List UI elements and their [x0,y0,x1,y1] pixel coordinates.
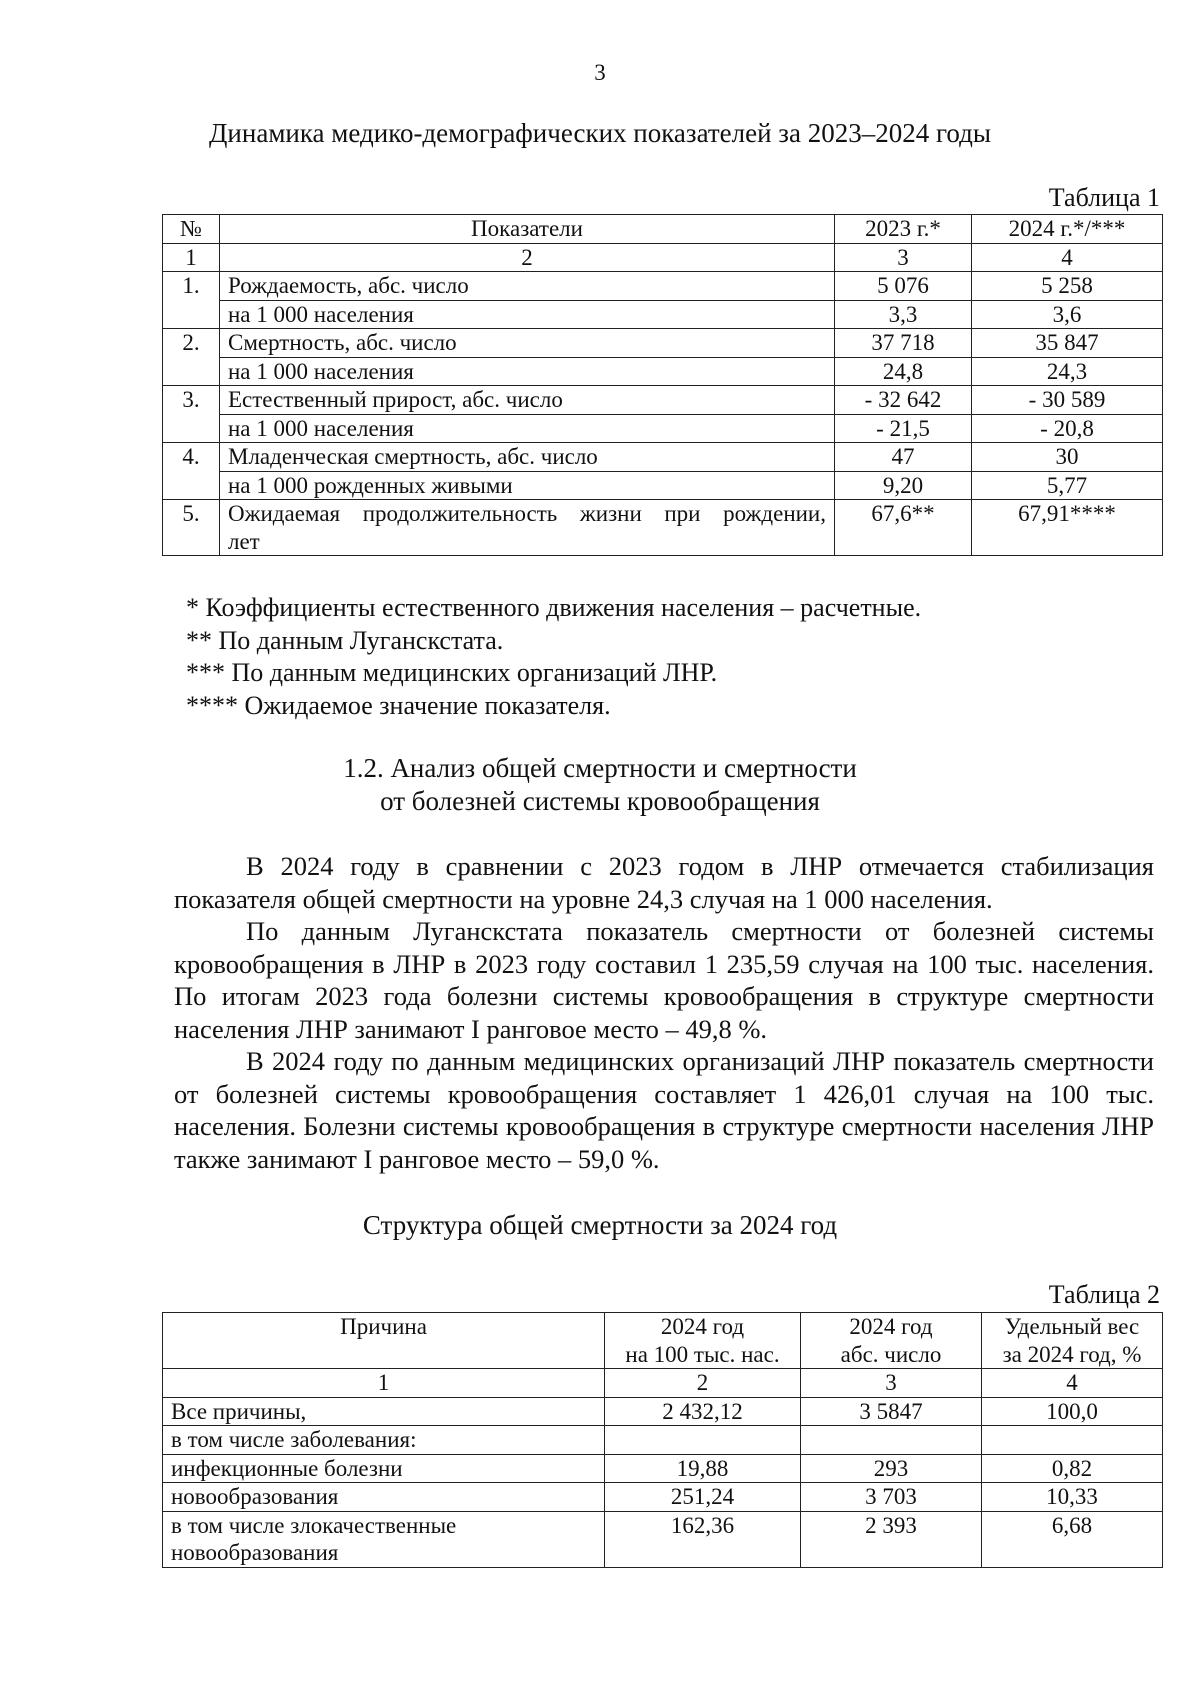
value-2024: 30 [972,443,1163,472]
cause-label-line: в том числе злокачественные [171,1512,457,1538]
value-2023: 3,3 [835,300,972,329]
rate-value: 162,36 [605,1511,801,1567]
section-heading-line: 1.2. Анализ общей смертности и смертности [343,753,857,783]
value-2024: - 20,8 [972,414,1163,443]
footnote: * Коэффициенты естественного движения населения – расчетные. [186,593,922,622]
value-2023: 47 [835,443,972,472]
table1-header-num: № [163,215,220,244]
table-row [163,443,1163,472]
paragraph: В 2024 году в сравнении с 2023 годом в ЛНР отмечается стабилизация показателя общей смертности на уровне 24,3 случая на 1 000 населения. [174,851,1154,914]
abs-value: 293 [801,1454,982,1483]
cause-label: Все причины, [163,1397,605,1426]
table1-numbering-row [163,243,1163,272]
table-row [163,357,1163,386]
footnotes [186,592,921,722]
table1-header-2023: 2023 г.* [835,215,972,244]
table2 [162,1312,1163,1568]
table2-col-number: 2 [605,1369,801,1398]
header-line: Удельный вес [1004,1314,1140,1339]
row-label: на 1 000 населения [220,414,835,443]
row-label: Естественный прирост, абс. число [220,386,835,415]
header-line: Причина [340,1314,427,1339]
paragraph: В 2024 году по данным медицинских организаций ЛНР показатель смертности от болезней системы кровообращения составляет 1 426,01 случая на 100 тыс. населения. Болезни системы кровообращения в структуре смертности населения ЛНР также занимают I ранговое место – 59,0 %. [174,1046,1154,1174]
footnote: **** Ожидаемое значение показателя. [186,690,611,720]
value-2024: 5 258 [972,272,1163,301]
abs-value: 3 703 [801,1483,982,1512]
table1-header-row [163,215,1163,244]
row-number: 3. [163,386,220,415]
structure-title: Структура общей смертности за 2024 год [362,1210,838,1240]
table1-col-number: 4 [972,243,1163,272]
table1-caption: Таблица 1 [1048,183,1160,212]
table1-col-number: 1 [163,243,220,272]
table2-col-number: 1 [163,1369,605,1398]
row-number [163,471,220,500]
table1 [162,214,1163,556]
rate-value [605,1426,801,1455]
page-number: 3 [594,60,606,85]
table-row [163,272,1163,301]
header-line: за 2024 год, % [1002,1341,1142,1367]
share-value [982,1426,1163,1455]
value-2023: - 21,5 [835,414,972,443]
row-number [163,300,220,329]
table2-header-cause [163,1313,605,1369]
value-2023: 5 076 [835,272,972,301]
value-2024: 24,3 [972,357,1163,386]
value-2023: 67,6** [835,500,972,556]
share-value: 0,82 [982,1454,1163,1483]
footnote: ** По данным Луганскстата. [186,625,504,655]
row-number: 1. [163,272,220,301]
header-line: на 100 тыс. нас. [625,1341,780,1367]
table-row [163,1511,1163,1567]
table2-col-number: 3 [801,1369,982,1398]
table-row [163,1426,1163,1455]
abs-value: 3 5847 [801,1397,982,1426]
share-value: 100,0 [982,1397,1163,1426]
value-2024: 35 847 [972,329,1163,358]
share-value: 6,68 [982,1511,1163,1567]
table-row [163,1454,1163,1483]
row-label-line: Ожидаемая продолжительность жизни при рождении, [228,501,826,526]
row-label: Смертность, абс. число [220,329,835,358]
value-2023: 24,8 [835,357,972,386]
row-number: 2. [163,329,220,358]
value-2023: 9,20 [835,471,972,500]
cause-label: инфекционные болезни [163,1454,605,1483]
row-number [163,414,220,443]
row-number [163,357,220,386]
cause-label: новообразования [163,1483,605,1512]
table-row [163,386,1163,415]
cause-label-line: новообразования [171,1540,339,1565]
table-row [163,1483,1163,1512]
value-2023: 37 718 [835,329,972,358]
row-label [220,500,835,556]
value-2024: - 30 589 [972,386,1163,415]
table1-col-number: 2 [220,243,835,272]
value-2023: - 32 642 [835,386,972,415]
table1-col-number: 3 [835,243,972,272]
row-label-line: лет [228,528,260,554]
table2-numbering-row [163,1369,1163,1398]
table2-header-share [982,1313,1163,1369]
row-label: Рождаемость, абс. число [220,272,835,301]
table2-header-abs [801,1313,982,1369]
footnote: *** По данным медицинских организаций ЛНР. [186,658,718,687]
header-line: 2024 год [849,1314,933,1339]
table-row [163,329,1163,358]
paragraph: По данным Луганскстата показатель смертности от болезней системы кровообращения в ЛНР в 2023 году составил 1 235,59 случая на 100 тыс. населения. По итогам 2023 года болезни системы кровообращения в структуре смертности населения ЛНР занимают I ранговое место – 49,8 %. [174,916,1154,1044]
body-text [174,850,1154,1175]
value-2024: 5,77 [972,471,1163,500]
table-row [163,471,1163,500]
row-label: на 1 000 населения [220,300,835,329]
cause-label: в том числе заболевания: [163,1426,605,1455]
table2-header-row [163,1313,1163,1369]
rate-value: 19,88 [605,1454,801,1483]
row-number: 5. [163,500,220,556]
abs-value [801,1426,982,1455]
table2-caption: Таблица 2 [1048,1280,1160,1309]
abs-value: 2 393 [801,1511,982,1567]
row-label: Младенческая смертность, абс. число [220,443,835,472]
row-label: на 1 000 рожденных живыми [220,471,835,500]
cause-label [163,1511,605,1567]
header-line: абс. число [840,1341,942,1367]
header-line: 2024 год [660,1314,745,1339]
table2-header-rate [605,1313,801,1369]
rate-value: 251,24 [605,1483,801,1512]
table1-header-indicator: Показатели [220,215,835,244]
section-heading-line: от болезней системы кровообращения [380,786,820,816]
table-row [163,1397,1163,1426]
share-value: 10,33 [982,1483,1163,1512]
row-number: 4. [163,443,220,472]
page-title: Динамика медико-демографических показателей за 2023–2024 годы [209,118,991,148]
value-2024: 67,91**** [972,500,1163,556]
row-label: на 1 000 населения [220,357,835,386]
section-heading [0,752,1200,818]
table-row [163,500,1163,556]
table1-header-2024: 2024 г.*/*** [972,215,1163,244]
table-row [163,414,1163,443]
table2-col-number: 4 [982,1369,1163,1398]
table-row [163,300,1163,329]
value-2024: 3,6 [972,300,1163,329]
rate-value: 2 432,12 [605,1397,801,1426]
